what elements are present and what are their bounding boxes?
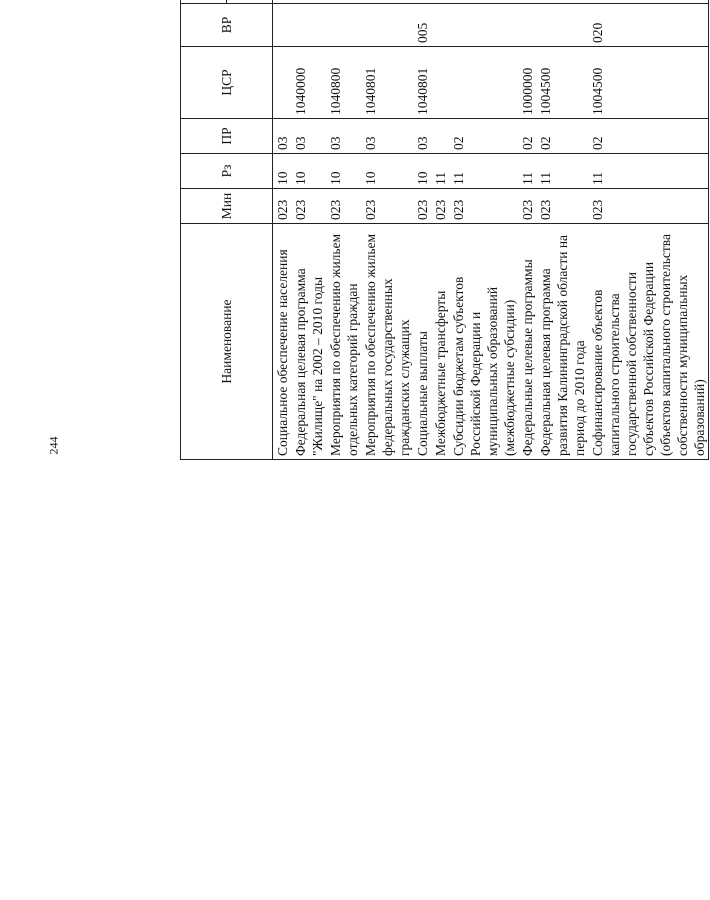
- row-rz: 11: [536, 154, 588, 189]
- row-csr: 1004500: [536, 47, 588, 119]
- row-name: Софинансирование объектов капитального строительства государственной собственности субъектов Российской Федерации (объектов капитального строительства собственности муниципальных образований): [588, 224, 709, 460]
- table-row: [518, 0, 536, 460]
- row-rz: 10: [413, 154, 431, 189]
- row-pr: 02: [518, 119, 536, 154]
- row-csr: [449, 47, 518, 119]
- row-vr: [326, 4, 361, 47]
- row-name: Социальное обеспечение населения: [273, 224, 292, 460]
- row-pr: 02: [588, 119, 709, 154]
- row-name: Федеральная целевая программа "Жилище" на 2002 – 2010 годы: [291, 224, 326, 460]
- row-csr: 1040801: [361, 47, 413, 119]
- row-changes: [588, 0, 709, 4]
- row-csr: [431, 47, 449, 119]
- row-rz: 10: [361, 154, 413, 189]
- row-name: Мероприятия по обеспечению жильем федеральных государственных гражданских служащих: [361, 224, 413, 460]
- row-rz: 11: [449, 154, 518, 189]
- row-name: Федеральные целевые программы: [518, 224, 536, 460]
- row-pr: 03: [291, 119, 326, 154]
- row-vr: 005: [413, 4, 431, 47]
- row-name: Субсидии бюджетам субъектов Российской Федерации и муниципальных образований (межбюджетные субсидии): [449, 224, 518, 460]
- row-vr: [273, 4, 292, 47]
- row-rz: 10: [326, 154, 361, 189]
- row-rz: 10: [291, 154, 326, 189]
- row-rz: 10: [273, 154, 292, 189]
- row-pr: 03: [326, 119, 361, 154]
- row-changes: [361, 0, 413, 4]
- row-min: 023: [536, 189, 588, 224]
- table-row: [431, 0, 449, 460]
- row-vr: 020: [588, 4, 709, 47]
- row-csr: 1040000: [291, 47, 326, 119]
- row-csr: 1040800: [326, 47, 361, 119]
- row-changes: [291, 0, 326, 4]
- row-vr: [431, 4, 449, 47]
- row-min: 023: [449, 189, 518, 224]
- row-rz: 11: [518, 154, 536, 189]
- row-changes: [326, 0, 361, 4]
- header-csr: ЦСР: [181, 47, 273, 119]
- row-vr: [449, 4, 518, 47]
- row-pr: 03: [413, 119, 431, 154]
- row-name: Федеральная целевая программа развития Калининградской области на период до 2010 года: [536, 224, 588, 460]
- table-row: [291, 0, 326, 460]
- row-min: 023: [326, 189, 361, 224]
- table-row: [588, 0, 709, 460]
- header-min: Мин: [181, 189, 273, 224]
- header-changes: [227, 0, 273, 4]
- row-pr: 02: [536, 119, 588, 154]
- table-row: [361, 0, 413, 460]
- table-row: [536, 0, 588, 460]
- row-changes: [518, 0, 536, 4]
- row-min: 023: [413, 189, 431, 224]
- row-name: Мероприятия по обеспечению жильем отдельных категорий граждан: [326, 224, 361, 460]
- table-body: [273, 0, 709, 460]
- header-rz: Рз: [181, 154, 273, 189]
- row-min: 023: [291, 189, 326, 224]
- budget-table-sheet: [160, 0, 710, 460]
- row-min: 023: [273, 189, 292, 224]
- page-number: 244: [46, 436, 61, 455]
- row-csr: 1040801: [413, 47, 431, 119]
- header-pr: ПР: [181, 119, 273, 154]
- row-pr: 03: [361, 119, 413, 154]
- row-rz: 11: [431, 154, 449, 189]
- row-vr: [361, 4, 413, 47]
- budget-table: [180, 0, 709, 460]
- table-row: [273, 0, 292, 460]
- row-rz: 11: [588, 154, 709, 189]
- row-min: 023: [518, 189, 536, 224]
- row-csr: 1004500: [588, 47, 709, 119]
- row-pr: [431, 119, 449, 154]
- row-min: 023: [431, 189, 449, 224]
- header-year: [181, 0, 227, 4]
- row-vr: [518, 4, 536, 47]
- header-name: Наименование: [181, 224, 273, 460]
- header-vr: ВР: [181, 4, 273, 47]
- row-min: 023: [588, 189, 709, 224]
- table-row: [413, 0, 431, 460]
- row-vr: [536, 4, 588, 47]
- row-vr: [291, 4, 326, 47]
- row-csr: [273, 47, 292, 119]
- row-min: 023: [361, 189, 413, 224]
- row-pr: 03: [273, 119, 292, 154]
- row-changes: [431, 0, 449, 4]
- row-changes: [449, 0, 518, 4]
- row-changes: [413, 0, 431, 4]
- table-row: [449, 0, 518, 460]
- table-row: [326, 0, 361, 460]
- row-changes: [536, 0, 588, 4]
- row-name: Социальные выплаты: [413, 224, 431, 460]
- row-pr: 02: [449, 119, 518, 154]
- row-changes: [273, 0, 292, 4]
- row-csr: 1000000: [518, 47, 536, 119]
- row-name: Межбюджетные трансферты: [431, 224, 449, 460]
